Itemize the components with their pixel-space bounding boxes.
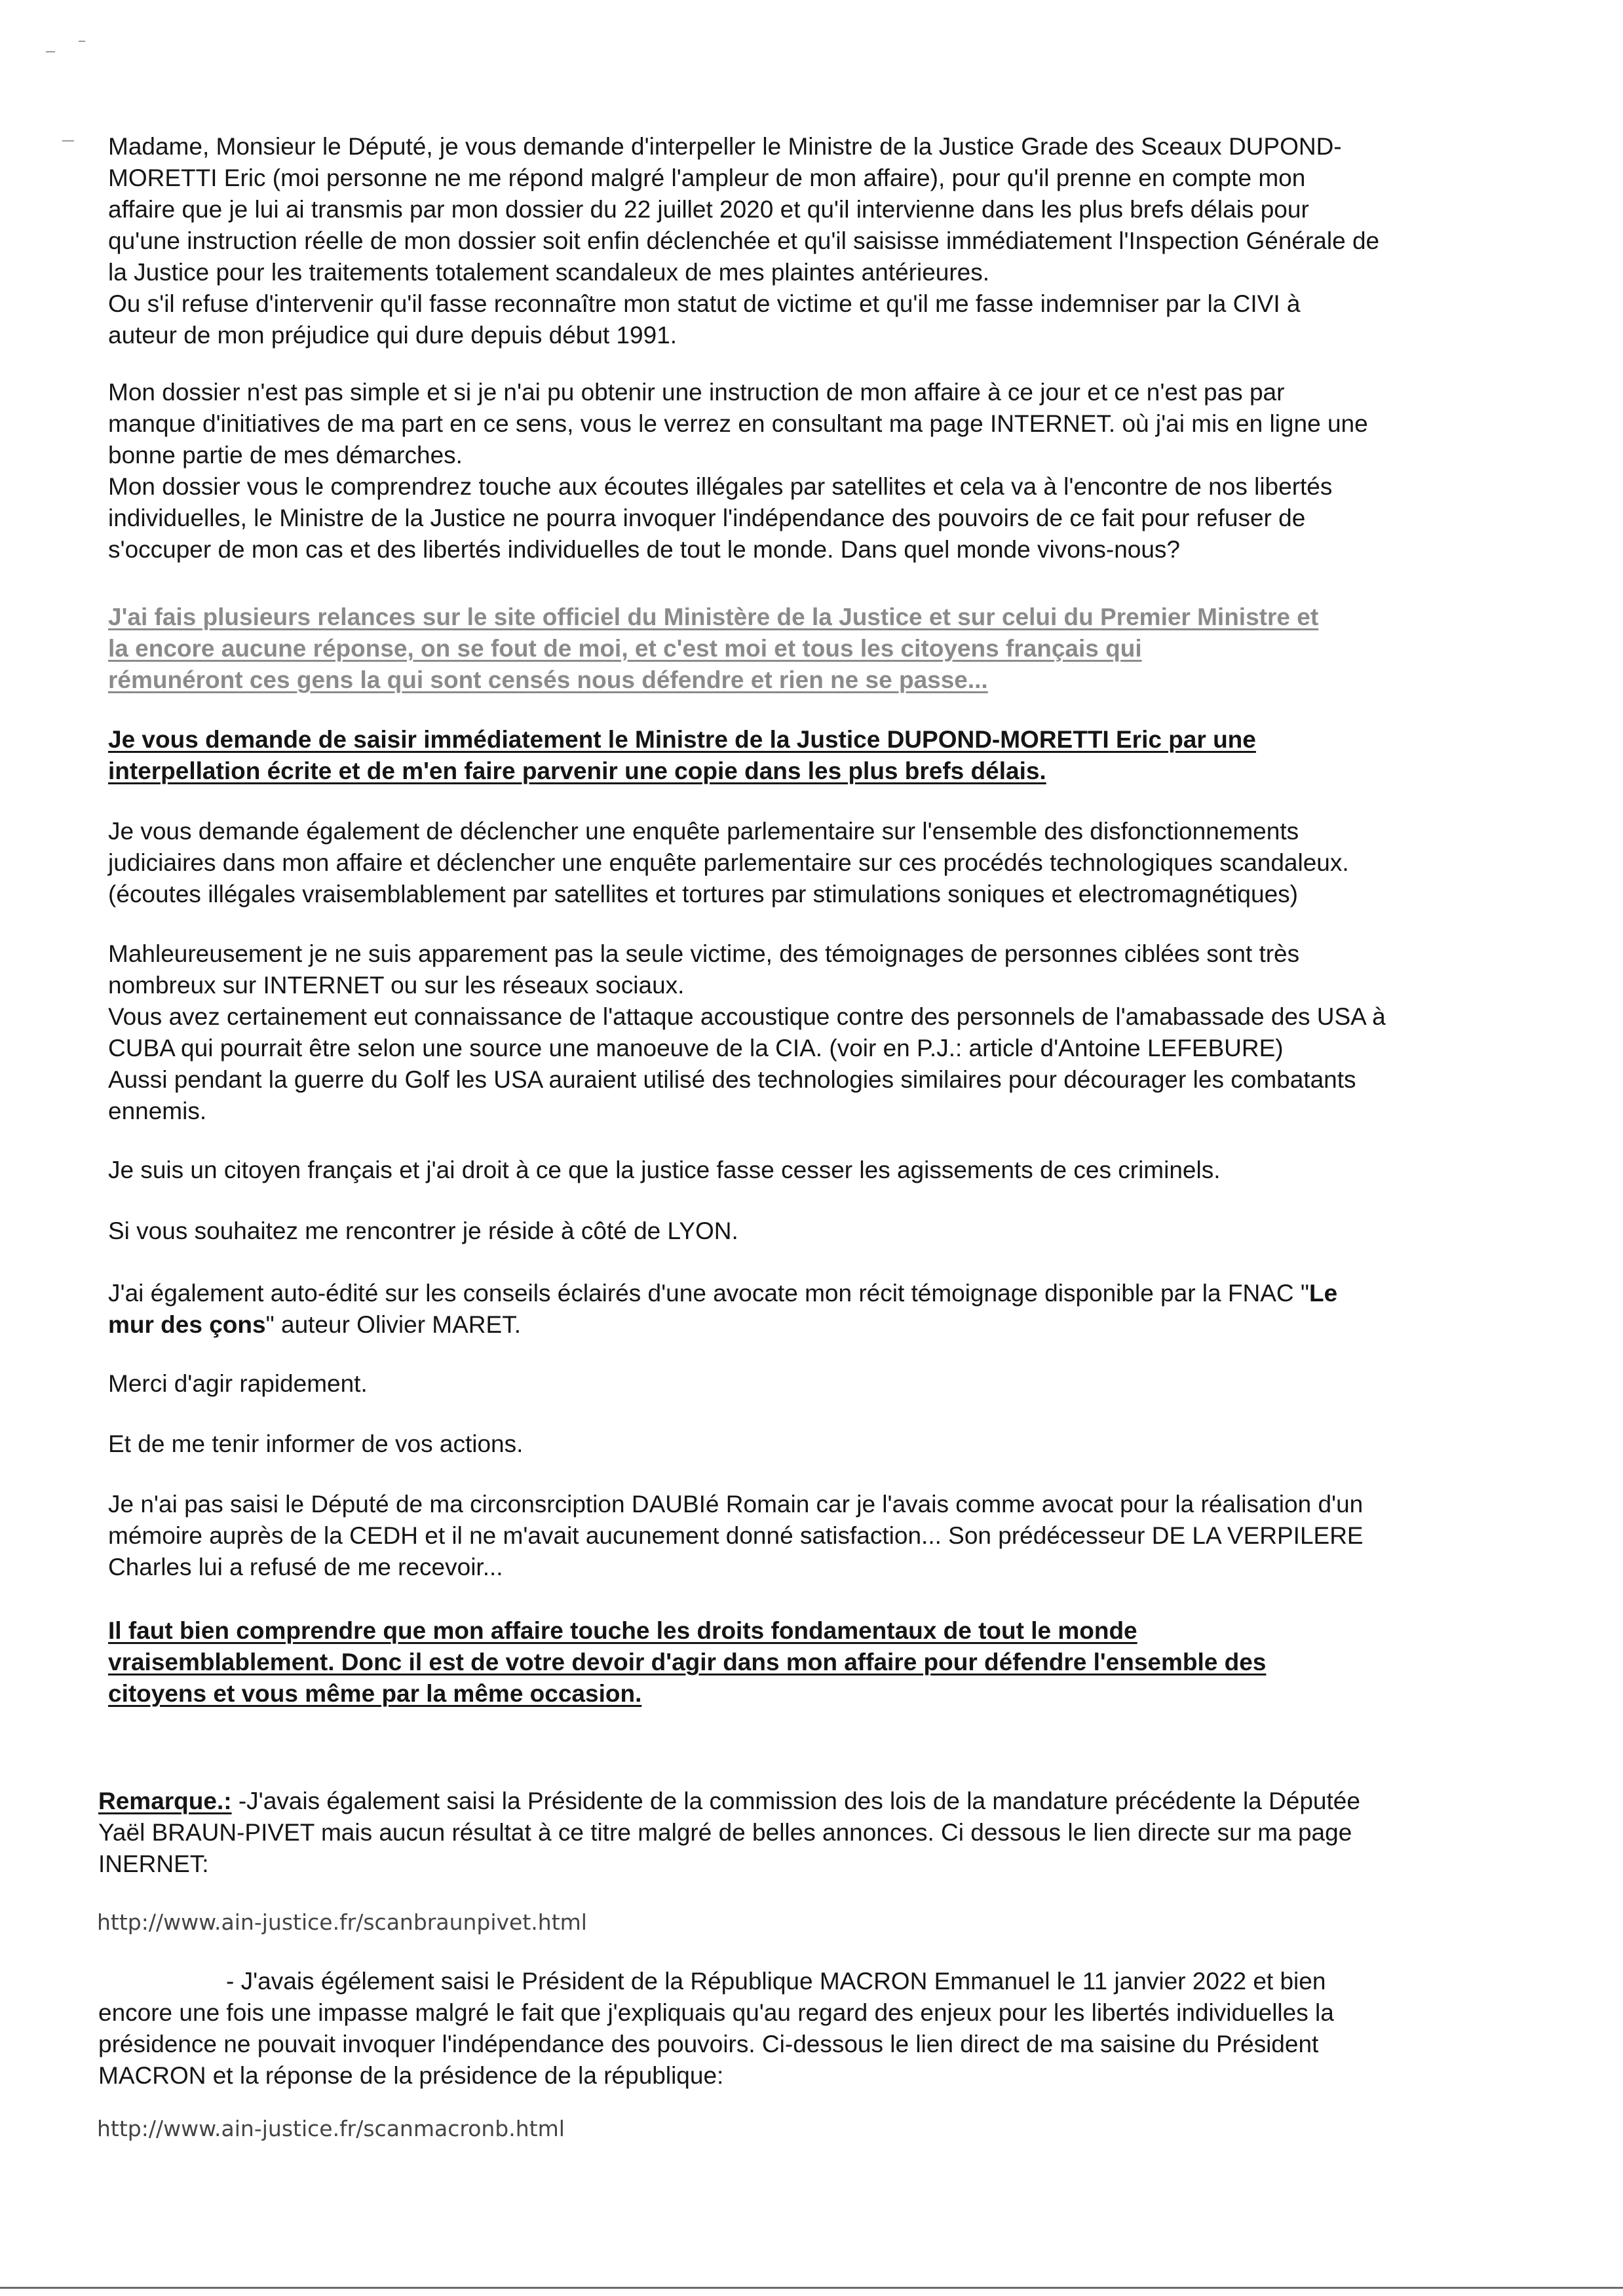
text-line: interpellation écrite et de m'en faire parvenir une copie dans les plus brefs délais. [108, 757, 1046, 784]
text-line: individuelles, le Ministre de la Justice ne pourra invoquer l'indépendance des pouvoirs de ce fait pour refuser de [108, 505, 1306, 531]
text-line: Je n'ai pas saisi le Député de ma circonsrciption DAUBIé Romain car je l'avais comme avocat pour la réalisation d'un [108, 1491, 1364, 1518]
url-text[interactable]: http://www.ain-justice.fr/scanbraunpivet.html [97, 1909, 587, 1935]
text-line: J'ai fais plusieurs relances sur le site officiel du Ministère de la Justice et sur celui du Premier Ministre et [108, 603, 1319, 630]
text-line: nombreux sur INTERNET ou sur les réseaux sociaux. [108, 972, 685, 999]
paragraph-merci [108, 1368, 1419, 1400]
paragraph-victimes [108, 938, 1419, 1127]
text-line: auteur de mon préjudice qui dure depuis début 1991. [108, 322, 678, 349]
paragraph-macron [98, 1966, 1409, 2092]
text-line: MORETTI Eric (moi personne ne me répond malgré l'ampleur de mon affaire), pour qu'il prenne en compte mon [108, 164, 1306, 191]
paragraph-depute-local [108, 1489, 1419, 1583]
text-line [108, 1309, 1419, 1341]
text-line: vraisemblablement. Donc il est de votre devoir d'agir dans mon affaire pour défendre l'ensemble des [108, 1649, 1267, 1675]
text-line: Mon dossier n'est pas simple et si je n'ai pu obtenir une instruction de mon affaire à ce jour et ce n'est pas par [108, 379, 1285, 406]
url-text[interactable]: http://www.ain-justice.fr/scanmacronb.html [97, 2116, 565, 2141]
text-line: INERNET: [98, 1850, 209, 1877]
text-line: Madame, Monsieur le Député, je vous demande d'interpeller le Ministre de la Justice Grade des Sceaux DUPOND- [108, 133, 1342, 160]
scan-speck [62, 140, 74, 142]
text-fragment: -J'avais également saisi la Présidente de la commission des lois de la mandature précédente la Députée [231, 1788, 1360, 1814]
text-line: Mahleureusement je ne suis apparement pas la seule victime, des témoignages de personnes ciblées sont très [108, 940, 1300, 967]
text-line: Je vous demande de saisir immédiatement le Ministre de la Justice DUPOND-MORETTI Eric par une [108, 726, 1256, 753]
paragraph-lyon [108, 1215, 1419, 1247]
paragraph-request-minister [108, 131, 1419, 351]
text-line: MACRON et la réponse de la présidence de la république: [98, 2062, 724, 2089]
text-line: bonne partie de mes démarches. [108, 442, 463, 469]
text-line: la encore aucune réponse, on se fout de moi, et c'est moi et tous les citoyens français qui [108, 635, 1142, 662]
text-line: la Justice pour les traitements totalement scandaleux de mes plaintes antérieures. [108, 259, 990, 286]
text-line: s'occuper de mon cas et des libertés individuelles de tout le monde. Dans quel monde vivons-nous? [108, 536, 1181, 563]
text-line: manque d'initiatives de ma part en ce sens, vous le verrez en consultant ma page INTERNET. où j'ai mis en ligne une [108, 410, 1368, 437]
paragraph-informer [108, 1428, 1419, 1460]
text-line [98, 1786, 1409, 1817]
text-line: Si vous souhaitez me rencontrer je réside à côté de LYON. [108, 1217, 738, 1244]
text-line: (écoutes illégales vraisemblablement par satellites et tortures par stimulations soniques et electromagnétiques) [108, 881, 1298, 908]
text-line: Merci d'agir rapidement. [108, 1370, 368, 1397]
paragraph-remarque [98, 1786, 1409, 1880]
page-bottom-edge [0, 2287, 1623, 2289]
text-line [108, 1278, 1419, 1309]
text-line: Il faut bien comprendre que mon affaire touche les droits fondamentaux de tout le monde [108, 1617, 1137, 1644]
paragraph-droits-fondamentaux [108, 1615, 1419, 1710]
text-line: Mon dossier vous le comprendrez touche aux écoutes illégales par satellites et cela va à l'encontre de nos libertés [108, 473, 1333, 500]
text-fragment: " auteur Olivier MARET. [265, 1311, 521, 1338]
text-fragment: J'ai également auto-édité sur les conseils éclairés d'une avocate mon récit témoignage disponible par la FNAC " [108, 1280, 1310, 1307]
paragraph-livre [108, 1278, 1419, 1341]
remark-label: Remarque.: [98, 1788, 232, 1814]
text-line: Charles lui a refusé de me recevoir... [108, 1554, 503, 1580]
scan-speck [79, 41, 85, 42]
text-line: Aussi pendant la guerre du Golf les USA auraient utilisé des technologies similaires pour décourager les combatants [108, 1066, 1356, 1093]
text-line: Je suis un citoyen français et j'ai droit à ce que la justice fasse cesser les agissements de ces criminels. [108, 1157, 1221, 1183]
text-line: - J'avais égélement saisi le Président de la République MACRON Emmanuel le 11 janvier 2022 et bien [226, 1968, 1326, 1995]
paragraph-demand-interpellation [108, 724, 1419, 787]
link-braunpivet[interactable] [97, 1907, 1407, 1938]
text-line: citoyens et vous même par la même occasion. [108, 1680, 642, 1707]
book-title-part: Le [1309, 1280, 1338, 1307]
text-line: affaire que je lui ai transmis par mon dossier du 22 juillet 2020 et qu'il intervienne dans les plus brefs délais pour [108, 196, 1309, 223]
text-line: ennemis. [108, 1098, 207, 1124]
paragraph-enquete [108, 816, 1419, 910]
text-line: CUBA qui pourrait être selon une source une manoeuve de la CIA. (voir en P.J.: article d'Antoine LEFEBURE) [108, 1035, 1284, 1062]
text-line: rémunéront ces gens la qui sont censés nous défendre et rien ne se passe... [108, 666, 988, 693]
link-macron[interactable] [97, 2113, 1407, 2145]
text-line: judiciaires dans mon affaire et déclencher une enquête parlementaire sur ces procédés technologiques scandaleux. [108, 849, 1349, 876]
paragraph-relances [108, 602, 1419, 696]
text-line: présidence ne pouvait invoquer l'indépendance des pouvoirs. Ci-dessous le lien direct de ma saisine du Président [98, 2031, 1319, 2057]
text-line: qu'une instruction réelle de mon dossier soit enfin déclenchée et qu'il saisisse immédiatement l'Inspection Générale de [108, 227, 1380, 254]
scan-speck [46, 51, 55, 52]
paragraph-dossier [108, 377, 1419, 565]
paragraph-citoyen [108, 1155, 1419, 1186]
text-line: encore une fois une impasse malgré le fait que j'expliquais qu'au regard des enjeux pour les libertés individuelles la [98, 1999, 1334, 2026]
text-line: Je vous demande également de déclencher une enquête parlementaire sur l'ensemble des disfonctionnements [108, 818, 1299, 845]
text-line: Ou s'il refuse d'intervenir qu'il fasse reconnaître mon statut de victime et qu'il me fasse indemniser par la CIVI à [108, 290, 1301, 317]
text-line: Et de me tenir informer de vos actions. [108, 1430, 524, 1457]
book-title-part: mur des çons [108, 1311, 266, 1338]
text-line: Yaël BRAUN-PIVET mais aucun résultat à ce titre malgré de belles annonces. Ci dessous le lien directe sur ma page [98, 1819, 1352, 1846]
text-line: Vous avez certainement eut connaissance de l'attaque accoustique contre des personnels de l'amabassade des USA à [108, 1003, 1386, 1030]
text-line: mémoire auprès de la CEDH et il ne m'avait aucunement donné satisfaction... Son prédécesseur DE LA VERPILERE [108, 1522, 1364, 1549]
